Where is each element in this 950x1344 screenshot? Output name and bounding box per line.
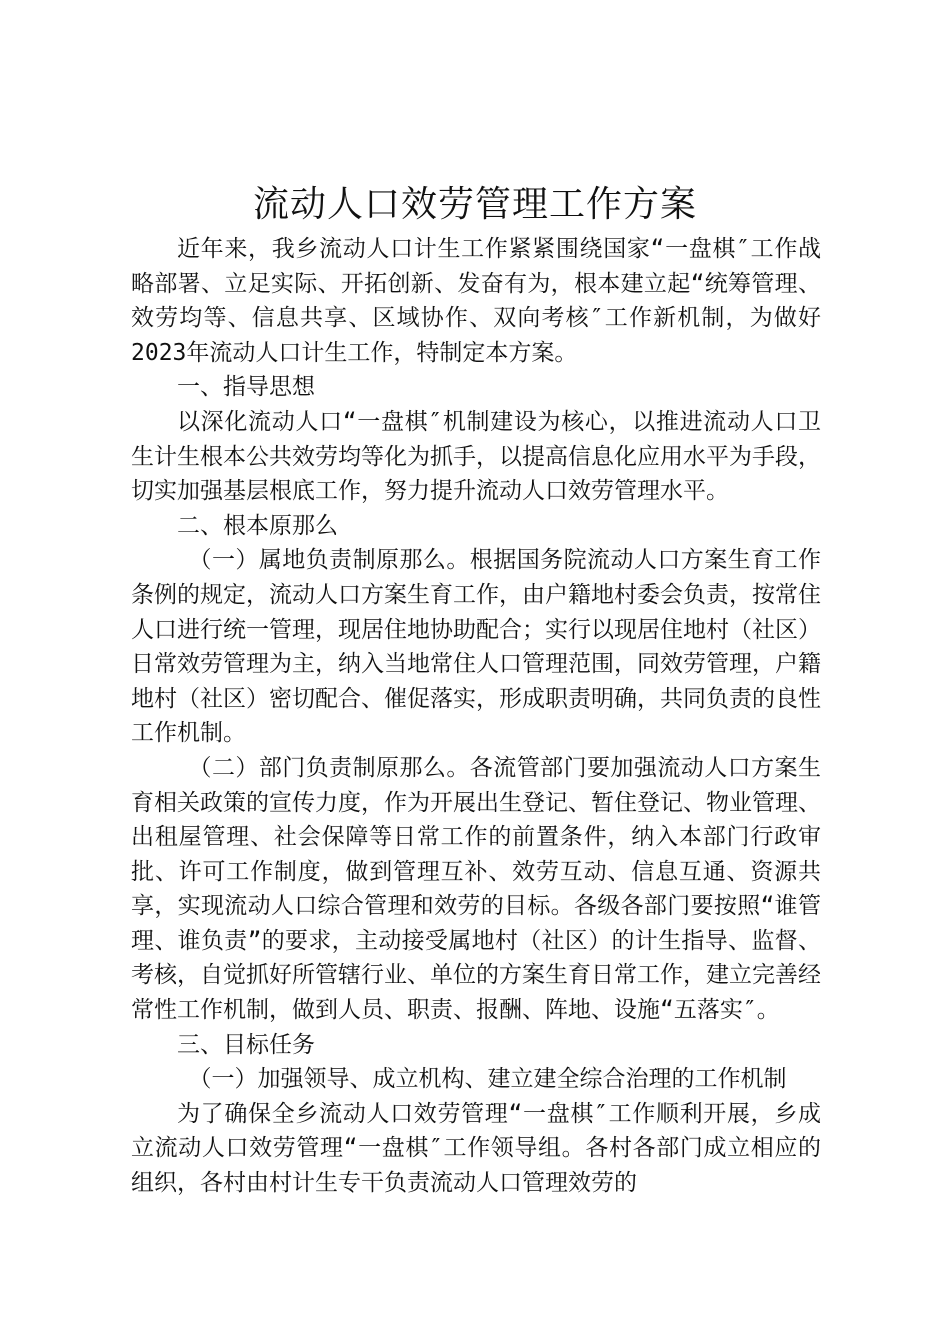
leadership-paragraph: 为了确保全乡流动人口效劳管理“一盘棋″工作顺利开展，乡成立流动人口效劳管理“一盘棋″工作领导组。各村各部门成立相应的组织，各村由村计生专干负责流动人口管理效劳的 [131, 1100, 821, 1197]
principle-territorial-paragraph: （一）属地负责制原那么。根据国务院流动人口方案生育工作条例的规定，流动人口方案生育工作，由户籍地村委会负责，按常住人口进行统一管理，现居住地协助配合；实行以现居住地村（社区）日常效劳管理为主，纳入当地常住人口管理范围，同效劳管理，户籍地村（社区）密切配合、催促落实，形成职责明确，共同负责的良性工作机制。 [131, 547, 821, 747]
principle-department-paragraph: （二）部门负责制原那么。各流管部门要加强流动人口方案生育相关政策的宣传力度，作为开展出生登记、暂住登记、物业管理、出租屋管理、社会保障等日常工作的前置条件，纳入本部门行政审批、许可工作制度，做到管理互补、效劳互动、信息互通、资源共享，实现流动人口综合管理和效劳的目标。各级各部门要按照“谁管理、谁负责”的要求，主动接受属地村（社区）的计生指导、监督、考核，自觉抓好所管辖行业、单位的方案生育日常工作，建立完善经常性工作机制，做到人员、职责、报酬、阵地、设施“五落实″。 [131, 754, 821, 1024]
section-heading-targets: 三、目标任务 [177, 1031, 315, 1058]
target-subheading-leadership: （一）加强领导、成立机构、建立建全综合治理的工作机制 [188, 1066, 787, 1093]
intro-paragraph: 近年来，我乡流动人口计生工作紧紧围绕国家“一盘棋″工作战略部署、立足实际、开拓创新、发奋有为，根本建立起“统筹管理、效劳均等、信息共享、区域协作、双向考核″工作新机制，为做好2023年流动人口计生工作，特制定本方案。 [131, 236, 821, 366]
document-title: 流动人口效劳管理工作方案 [252, 184, 697, 225]
section-heading-guiding-ideology: 一、指导思想 [177, 374, 315, 401]
section-heading-basic-principles: 二、根本原那么 [177, 512, 338, 539]
document-body [131, 232, 821, 1201]
guiding-ideology-paragraph: 以深化流动人口“一盘棋″机制建设为核心，以推进流动人口卫生计生根本公共效劳均等化为抓手，以提高信息化应用水平为手段，切实加强基层根底工作，努力提升流动人口效劳管理水平。 [131, 408, 821, 505]
